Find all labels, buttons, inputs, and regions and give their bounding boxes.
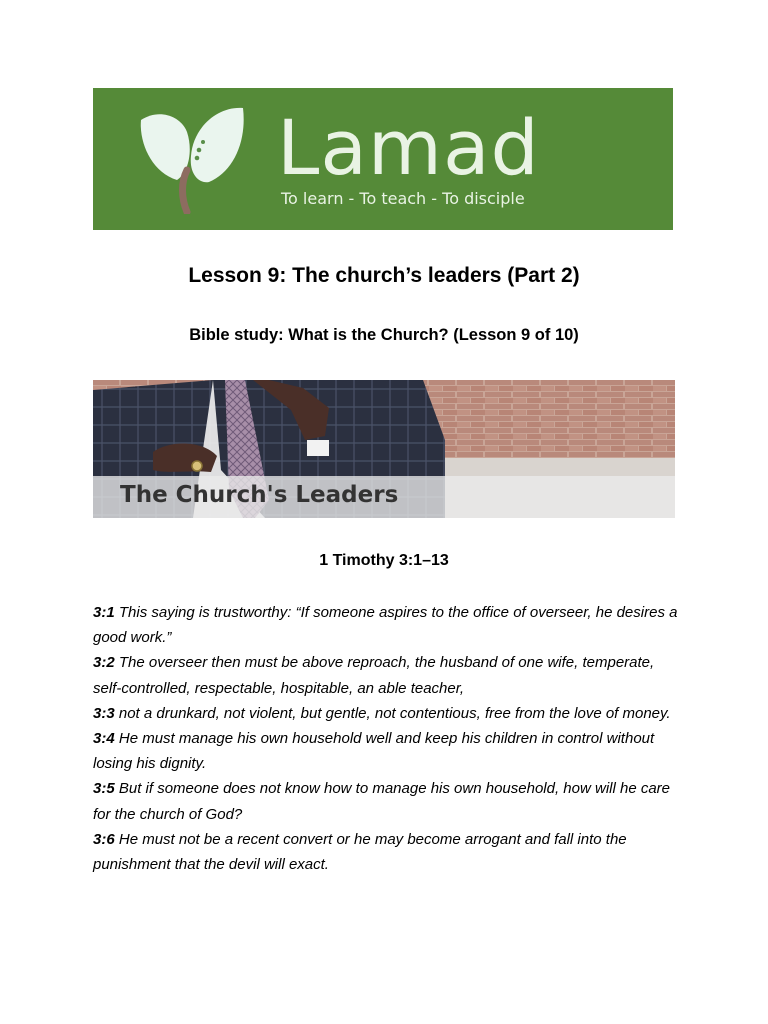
verse-text: The overseer then must be above reproach, the husband of one wife, temperate, self-controlled, respectable, hospitable, an able teacher, [93,654,655,697]
lamad-logo-banner [93,88,673,230]
scripture-reference: 1 Timothy 3:1–13 [319,552,449,569]
verse-3-1 [93,600,683,650]
verse-number: 3:5 [93,780,115,798]
verse-text: This saying is trustworthy: “If someone aspires to the office of overseer, he desires a good work.” [93,604,678,647]
hero-caption: The Church's Leaders [120,482,399,508]
verse-text: He must not be a recent convert or he may become arrogant and fall into the punishment that the devil will exact. [93,830,627,874]
verse-text: He must manage his own household well and keep his children in control without losing his dignity. [93,730,655,773]
logo-wordmark: Lamad [277,103,540,192]
verse-number: 3:1 [93,604,115,621]
hero-image [93,380,675,518]
verse-number: 3:4 [93,730,115,748]
scripture-verses [93,600,683,877]
lesson-title: Lesson 9: The church’s leaders (Part 2) [188,264,580,287]
verse-number: 3:3 [93,704,115,722]
verse-number: 3:2 [93,654,115,672]
verse-text: not a drunkard, not violent, but gentle, not contentious, free from the love of money. [118,704,671,722]
logo-tagline: To learn - To teach - To disciple [281,189,525,208]
lesson-subtitle: Bible study: What is the Church? (Lesson 9 of 10) [189,326,579,344]
leaf-logo-icon [137,102,247,214]
verse-text: But if someone does not know how to manage his own household, how will he care for the church of God? [93,780,671,823]
verse-3-4 [93,726,683,776]
verse-number: 3:6 [93,830,115,848]
verse-3-6 [93,827,683,877]
verse-3-5 [93,776,683,826]
verse-3-3 [93,701,683,726]
verse-3-2 [93,650,683,700]
